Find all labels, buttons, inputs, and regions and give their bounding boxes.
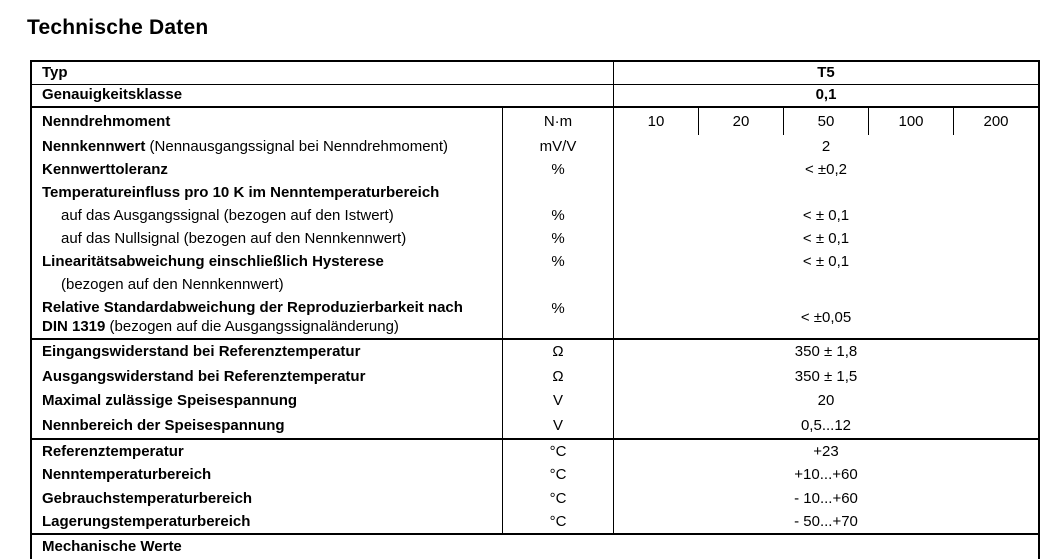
row-label [32, 181, 503, 204]
page-title: Technische Daten [27, 16, 209, 39]
row-label-bold: Nenndrehmoment [42, 113, 171, 130]
typ-label: Typ [32, 62, 614, 84]
row-unit: V [503, 389, 614, 414]
row-unit: mV/V [503, 135, 614, 158]
typ-value: T5 [817, 64, 835, 81]
table-row-reference-temperature [32, 440, 1038, 463]
accuracy-class-label: Genauigkeitsklasse [32, 85, 614, 106]
row-label [32, 250, 503, 273]
row-label [32, 108, 503, 135]
row-value: +23 [813, 443, 839, 460]
table-row-temp-effect-zero [32, 227, 1038, 250]
row-label-bold: Nenntemperaturbereich [42, 466, 212, 484]
accuracy-class-value: 0,1 [815, 86, 837, 103]
row-value: 20 [817, 392, 835, 409]
row-value: < ±0,2 [804, 161, 847, 178]
row-value: 350 ± 1,8 [794, 343, 858, 360]
row-label [32, 296, 503, 338]
row-value [614, 296, 1038, 338]
table-row-output-resistance [32, 365, 1038, 390]
row-unit: °C [503, 510, 614, 533]
row-unit: % [503, 204, 614, 227]
table-row-nominal-excitation [32, 414, 1038, 439]
row-value: 2 [821, 138, 831, 155]
row-label [32, 365, 503, 390]
row-label [32, 510, 503, 533]
row-label-bold: Maximal zulässige Speisespannung [42, 392, 298, 409]
row-value [614, 273, 1038, 296]
table-row-repeatability [32, 296, 1038, 338]
row-unit: % [503, 227, 614, 250]
row-label-bold: Nennkennwert [42, 138, 146, 155]
row-label-note: (bezogen auf den Nennkennwert) [61, 276, 284, 293]
row-label [32, 204, 503, 227]
table-row-storage-temperature-range [32, 510, 1038, 533]
row-label [32, 273, 503, 296]
row-label [32, 414, 503, 439]
row-unit: N·m [503, 108, 614, 135]
row-unit: °C [503, 440, 614, 463]
row-label-note: auf das Ausgangssignal (bezogen auf den Istwert) [61, 207, 394, 224]
section-metrological [32, 108, 1038, 340]
table-row-temperature-effect-header [32, 181, 1038, 204]
row-label [32, 487, 503, 510]
row-label-bold: Relative Standardabweichung der Reproduzierbarkeit nach [42, 299, 463, 316]
torque-step-value: 50 [784, 108, 869, 135]
torque-step-value: 200 [983, 113, 1009, 130]
section-temperature [32, 440, 1038, 535]
table-row-input-resistance [32, 340, 1038, 365]
table-row-sensitivity-tolerance [32, 158, 1038, 181]
row-unit [503, 273, 614, 296]
row-value: 350 ± 1,5 [794, 367, 858, 385]
row-label-bold: Lagerungstemperaturbereich [42, 512, 251, 530]
row-label-note: auf das Nullsignal (bezogen auf den Nennkennwert) [61, 230, 407, 247]
table-row-nominal-temperature-range [32, 463, 1038, 486]
row-label-bold: Nennbereich der Speisespannung [42, 416, 285, 434]
row-value: < ± 0,1 [802, 207, 850, 224]
row-label-bold: Kennwerttoleranz [42, 161, 168, 178]
row-label [32, 135, 503, 158]
torque-step-value: 20 [699, 108, 784, 135]
table-row-temp-effect-output [32, 204, 1038, 227]
row-label-note: (bezogen auf die Ausgangssignaländerung) [105, 318, 399, 335]
row-label [32, 340, 503, 365]
row-label-bold: Temperatureinfluss pro 10 K im Nenntemperaturbereich [42, 184, 440, 201]
table-row-mechanical-header-partial: Mechanische Werte [42, 538, 182, 555]
torque-step-value: 100 [869, 108, 954, 135]
row-label [32, 227, 503, 250]
row-label-bold: Linearitätsabweichung einschließlich Hysterese [42, 253, 384, 270]
row-value-text: < ±0,05 [800, 308, 852, 326]
row-label-line1 [42, 298, 502, 317]
row-label-line2 [42, 317, 502, 336]
row-label [32, 158, 503, 181]
row-unit: Ω [503, 340, 614, 365]
row-label-bold: Ausgangswiderstand bei Referenztemperatur [42, 367, 366, 385]
row-value: 0,5...12 [800, 416, 852, 434]
table-row-typ [32, 62, 1038, 85]
row-value [614, 181, 1038, 204]
row-value: - 10...+60 [794, 489, 858, 507]
row-label [32, 463, 503, 486]
row-unit: V [503, 414, 614, 439]
row-label-bold: Eingangswiderstand bei Referenztemperatur [42, 343, 361, 360]
row-unit: % [503, 296, 614, 338]
row-unit [503, 181, 614, 204]
row-unit: % [503, 250, 614, 273]
row-label [32, 389, 503, 414]
table-row-nominal-torque [32, 108, 1038, 135]
technical-data-table [30, 60, 1040, 559]
table-row-linearity [32, 250, 1038, 273]
row-label [32, 440, 503, 463]
row-value: < ± 0,1 [802, 253, 850, 270]
row-value: - 50...+70 [794, 512, 858, 530]
row-label-bold: Referenztemperatur [42, 443, 184, 460]
torque-step-value: 10 [614, 108, 699, 135]
table-row-sensitivity [32, 135, 1038, 158]
row-label-bold: Gebrauchstemperaturbereich [42, 489, 253, 507]
table-row-max-excitation [32, 389, 1038, 414]
torque-steps [614, 108, 1038, 135]
row-label-note: (Nennausgangssignal bei Nenndrehmoment) [145, 138, 449, 155]
table-row-service-temperature-range [32, 487, 1038, 510]
row-label-bold: DIN 1319 [42, 318, 106, 335]
row-unit: % [503, 158, 614, 181]
section-electrical [32, 340, 1038, 440]
table-row-linearity-note [32, 273, 1038, 296]
row-value: +10...+60 [794, 466, 858, 484]
table-row-accuracy-class [32, 85, 1038, 108]
row-unit: °C [503, 487, 614, 510]
row-value: < ± 0,1 [802, 230, 850, 247]
row-unit: Ω [503, 365, 614, 390]
row-unit: °C [503, 463, 614, 486]
